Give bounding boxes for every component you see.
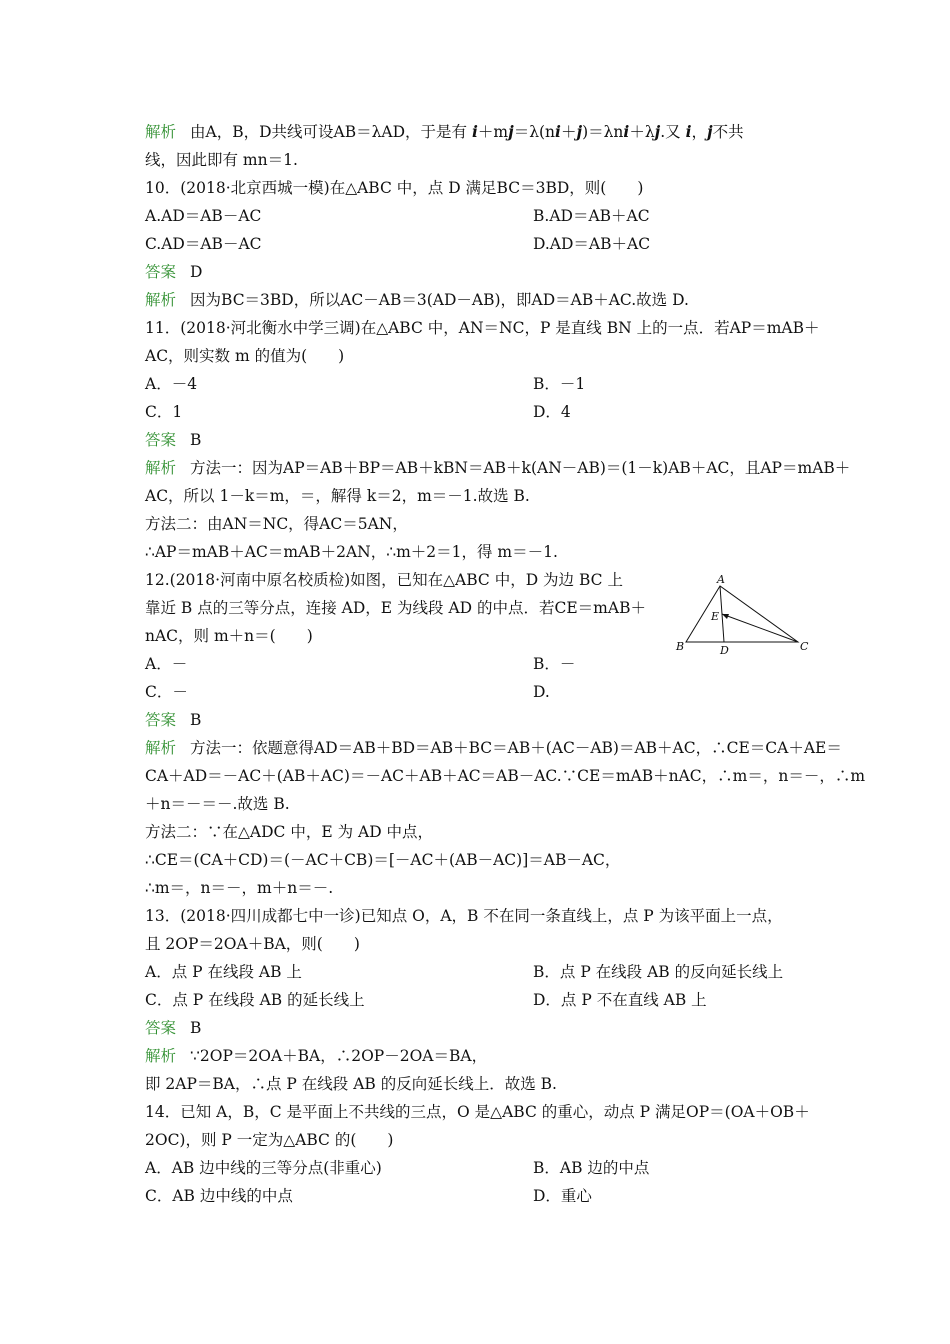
option-right: B．－ — [533, 655, 576, 673]
option-row: A．－4 — [145, 375, 198, 393]
answer-line: 答案 B — [145, 711, 202, 729]
text-line: ∴m＝，n＝－，m＋n＝－. — [145, 879, 334, 897]
text-line: 方法二：由AN＝NC，得AC＝5AN， — [145, 515, 408, 533]
answer-line: 答案 B — [145, 431, 202, 449]
text-line: ＋n＝－＝－.故选 B. — [145, 795, 290, 813]
analysis-line: 解析 方法一：因为AP＝AB＋BP＝AB＋kBN＝AB＋k(AN－AB)＝(1－k)AB＋AC，且AP＝mAB＋ — [145, 459, 851, 477]
text-line: 2OC)，则 P 一定为△ABC 的( ) — [145, 1131, 394, 1149]
answer-line: 答案 D — [145, 263, 203, 281]
option-row: C.AD＝AB－AC — [145, 235, 262, 253]
analysis-line: 解析 ∵2OP＝2OA＋BA，∴2OP－2OA＝BA， — [145, 1047, 488, 1065]
option-row: C．点 P 在线段 AB 的延长线上 — [145, 991, 365, 1009]
answer-line: 答案 B — [145, 1019, 202, 1037]
text-line: 解析 由A，B，D共线可设AB＝λAD，于是有 i＋mj＝λ(ni＋j)＝λni＋λj.又 i，j不共 — [145, 122, 744, 141]
option-row: C．－ — [145, 683, 188, 701]
analysis-line: 解析 因为BC＝3BD，所以AC－AB＝3(AD－AB)，即AD＝AB＋AC.故选 D. — [145, 291, 689, 309]
text-line: 线，因此即有 mn＝1. — [145, 151, 298, 169]
question-14: 14．已知 A，B，C 是平面上不共线的三点，O 是△ABC 的重心，动点 P 满足OP＝(OA＋OB＋ — [145, 1103, 810, 1121]
label-analysis: 解析 — [145, 459, 177, 477]
option-right: D．重心 — [533, 1187, 592, 1205]
label-a: A — [717, 574, 725, 586]
option-right: D. — [533, 683, 550, 701]
label-analysis: 解析 — [145, 739, 177, 757]
option-row: A．－ — [145, 655, 188, 673]
label-answer: 答案 — [145, 711, 177, 729]
option-right: B．AB 边的中点 — [533, 1159, 650, 1177]
label-b: B — [676, 640, 685, 653]
text-line: 方法二：∵在△ADC 中，E 为 AD 中点， — [145, 823, 434, 841]
question-10: 10．(2018·北京西城一模)在△ABC 中，点 D 满足BC＝3BD，则( ) — [145, 179, 644, 197]
option-row: A．点 P 在线段 AB 上 — [145, 963, 302, 981]
question-13: 13．(2018·四川成都七中一诊)已知点 O，A，B 不在同一条直线上，点 P 为该平面上一点， — [145, 907, 783, 925]
label-answer: 答案 — [145, 263, 177, 281]
text-line: ∴AP＝mAB＋AC＝mAB＋2AN，∴m＋2＝1，得 m＝－1. — [145, 543, 558, 561]
text-line: 即 2AP＝BA，∴点 P 在线段 AB 的反向延长线上．故选 B. — [145, 1075, 557, 1093]
text-line: ∴CE＝(CA＋CD)＝(－AC＋CB)＝[－AC＋(AB－AC)]＝AB－AC， — [145, 851, 621, 869]
segment-ce — [722, 614, 798, 642]
option-row: A.AD＝AB－AC — [145, 207, 262, 225]
label-e: E — [711, 610, 720, 623]
option-row: C．1 — [145, 403, 183, 421]
arrow-head — [722, 614, 729, 619]
analysis-line: 解析 方法一：依题意得AD＝AB＋BD＝AB＋BC＝AB＋(AC－AB)＝AB＋AC，∴CE＝CA＋AE＝ — [145, 739, 842, 757]
triangle-figure — [672, 574, 812, 660]
option-right: B．点 P 在线段 AB 的反向延长线上 — [533, 963, 784, 981]
option-right: B．－1 — [533, 375, 586, 393]
text-line: 靠近 B 点的三等分点，连接 AD，E 为线段 AD 的中点．若CE＝mAB＋ — [145, 599, 646, 617]
label-analysis: 解析 — [145, 291, 177, 309]
text-line: 且 2OP＝2OA＋BA，则( ) — [145, 935, 360, 953]
option-row: A．AB 边中线的三等分点(非重心) — [145, 1159, 382, 1177]
label-answer: 答案 — [145, 431, 177, 449]
option-right: D．4 — [533, 403, 571, 421]
text-line: nAC，则 m＋n＝( ) — [145, 627, 313, 645]
label-answer: 答案 — [145, 1019, 177, 1037]
question-12: 12.(2018·河南中原名校质检)如图，已知在△ABC 中，D 为边 BC 上 — [145, 571, 623, 589]
label-c: C — [800, 640, 809, 653]
label-d: D — [720, 644, 729, 657]
text-line: AC，所以 1－k＝m，＝，解得 k＝2，m＝－1.故选 B. — [145, 487, 530, 505]
option-right: B.AD＝AB＋AC — [533, 207, 650, 225]
question-11: 11．(2018·河北衡水中学三调)在△ABC 中，AN＝NC，P 是直线 BN 上的一点．若AP＝mAB＋ — [145, 319, 820, 337]
label-analysis: 解析 — [145, 1047, 177, 1065]
option-right: D.AD＝AB＋AC — [533, 235, 651, 253]
text-line: AC，则实数 m 的值为( ) — [145, 347, 345, 365]
triangle-abc — [686, 586, 798, 642]
text-line: CA＋AD＝－AC＋(AB＋AC)＝－AC＋AB＋AC＝AB－AC.∵CE＝mAB＋nAC，∴m＝，n＝－，∴m — [145, 767, 866, 785]
label-analysis: 解析 — [145, 123, 177, 141]
option-row: C．AB 边中线的中点 — [145, 1187, 293, 1205]
option-right: D．点 P 不在直线 AB 上 — [533, 991, 707, 1009]
